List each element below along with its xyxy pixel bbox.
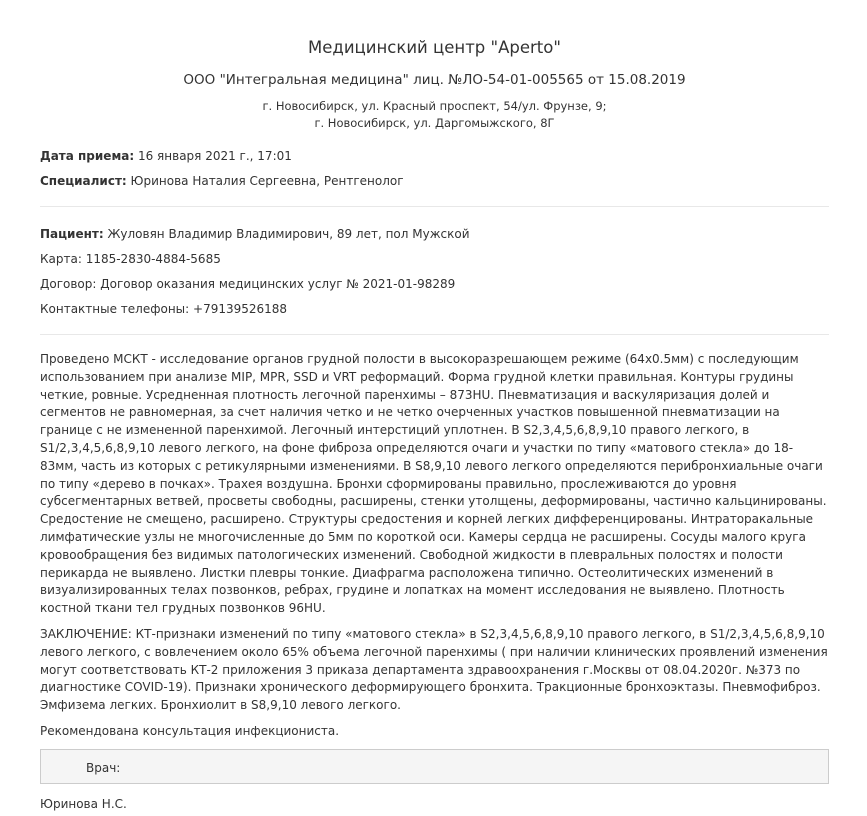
patient-card: Карта: 1185-2830-4884-5685 (40, 252, 221, 266)
specialist-value: Юринова Наталия Сергеевна, Рентгенолог (126, 174, 404, 188)
patient-phones: Контактные телефоны: +79139526188 (40, 302, 288, 316)
patient (40, 226, 829, 242)
address-line-2: г. Новосибирск, ул. Даргомыжского, 8Г (314, 116, 555, 130)
conclusion: ЗАКЛЮЧЕНИЕ: КТ-признаки изменений по типу «матового стекла» в S2,3,4,5,6,8,9,10 правого легкого, в S1/2,3,4,5,6,8,9,10 левого легкого, с вовлечением около 65% объема легочной паренхимы ( при наличии клинических проявлений изменения могут соответствовать КТ-2 приложения 3 приказа департамента здравоохранения г.Москвы от 08.04.2020г. №373 по диагностике COVID-19). Признаки хронического деформирующего бронхита. Тракционные бронхоэктазы. Пневмофиброз. Эмфизема легких. Бронхиолит в S8,9,10 левого легкого. (40, 626, 828, 713)
report-header (40, 38, 829, 132)
visit-date (40, 148, 829, 164)
doctor-label: Врач: (86, 760, 121, 775)
doctor-name: Юринова Н.С. (40, 796, 127, 811)
patient-value: Жуловян Владимир Владимирович, 89 лет, пол Мужской (103, 227, 470, 241)
organization-license: ООО "Интегральная медицина" лиц. №ЛО-54-01-005565 от 15.08.2019 (183, 72, 686, 88)
examination-protocol: Проведено МСКТ - исследование органов грудной полости в высокоразрешающем режиме (64х0.5мм) с последующим использованием при анализе MIP, MPR, SSD и VRT реформаций. Форма грудной клетки правильная. Контуры грудины четкие, ровные. Усредненная плотность легочной паренхимы – 873HU. Пневматизация и васкуляризация долей и сегментов не равномерная, за счет наличия четко и не четко очерченных участков повышенной пневматизации на границе с не измененной паренхимой. Легочный интерстиций уплотнен. В S2,3,4,5,6,8,9,10 правого легкого, в S1/2,3,4,5,6,8,9,10 левого легкого, на фоне фиброза определяются очаги и участки по типу «матового стекла» до 18-83мм, часть из которых с ретикулярными изменениями. В S8,9,10 левого легкого определяются перибронхиальные очаги по типу «дерево в почках». Трахея воздушна. Бронхи сформированы правильно, прослеживаются до уровня субсегментарных ветвей, просветы свободны, расширены, стенки утолщены, деформированы, частично кальцинированы. Средостение не смещено, расширено. Структуры средостения и корней легких дифференцированы. Интраторакальные лимфатические узлы не многочисленные до 5мм по короткой оси. Камеры сердца не расширены. Сосуды малого круга кровообращения без видимых патологических изменений. Свободной жидкости в плевральных полостях и полости перикарда не выявлено. Листки плевры тонкие. Диафрагма расположена типично. Остеолитических изменений в визуализированных телах позвонков, ребрах, грудине и лопатках на момент исследования не выявлено. Плотность костной ткани тел грудных позвонков 96HU. (40, 352, 827, 616)
divider (40, 206, 829, 207)
specialist (40, 173, 829, 189)
clinic-title: Медицинский центр "Aperto" (308, 38, 561, 57)
doctor-signature-box (40, 749, 829, 784)
recommendation: Рекомендована консультация инфекциониста. (40, 723, 340, 738)
visit-date-label: Дата приема: (40, 149, 135, 163)
clinic-address (40, 98, 829, 132)
address-line-1: г. Новосибирск, ул. Красный проспект, 54/ул. Фрунзе, 9; (262, 99, 607, 113)
divider (40, 334, 829, 335)
visit-date-value: 16 января 2021 г., 17:01 (134, 149, 292, 163)
medical-report (40, 0, 829, 812)
patient-contract: Договор: Договор оказания медицинских услуг № 2021-01-98289 (40, 277, 456, 291)
patient-label: Пациент: (40, 227, 104, 241)
specialist-label: Специалист: (40, 174, 127, 188)
